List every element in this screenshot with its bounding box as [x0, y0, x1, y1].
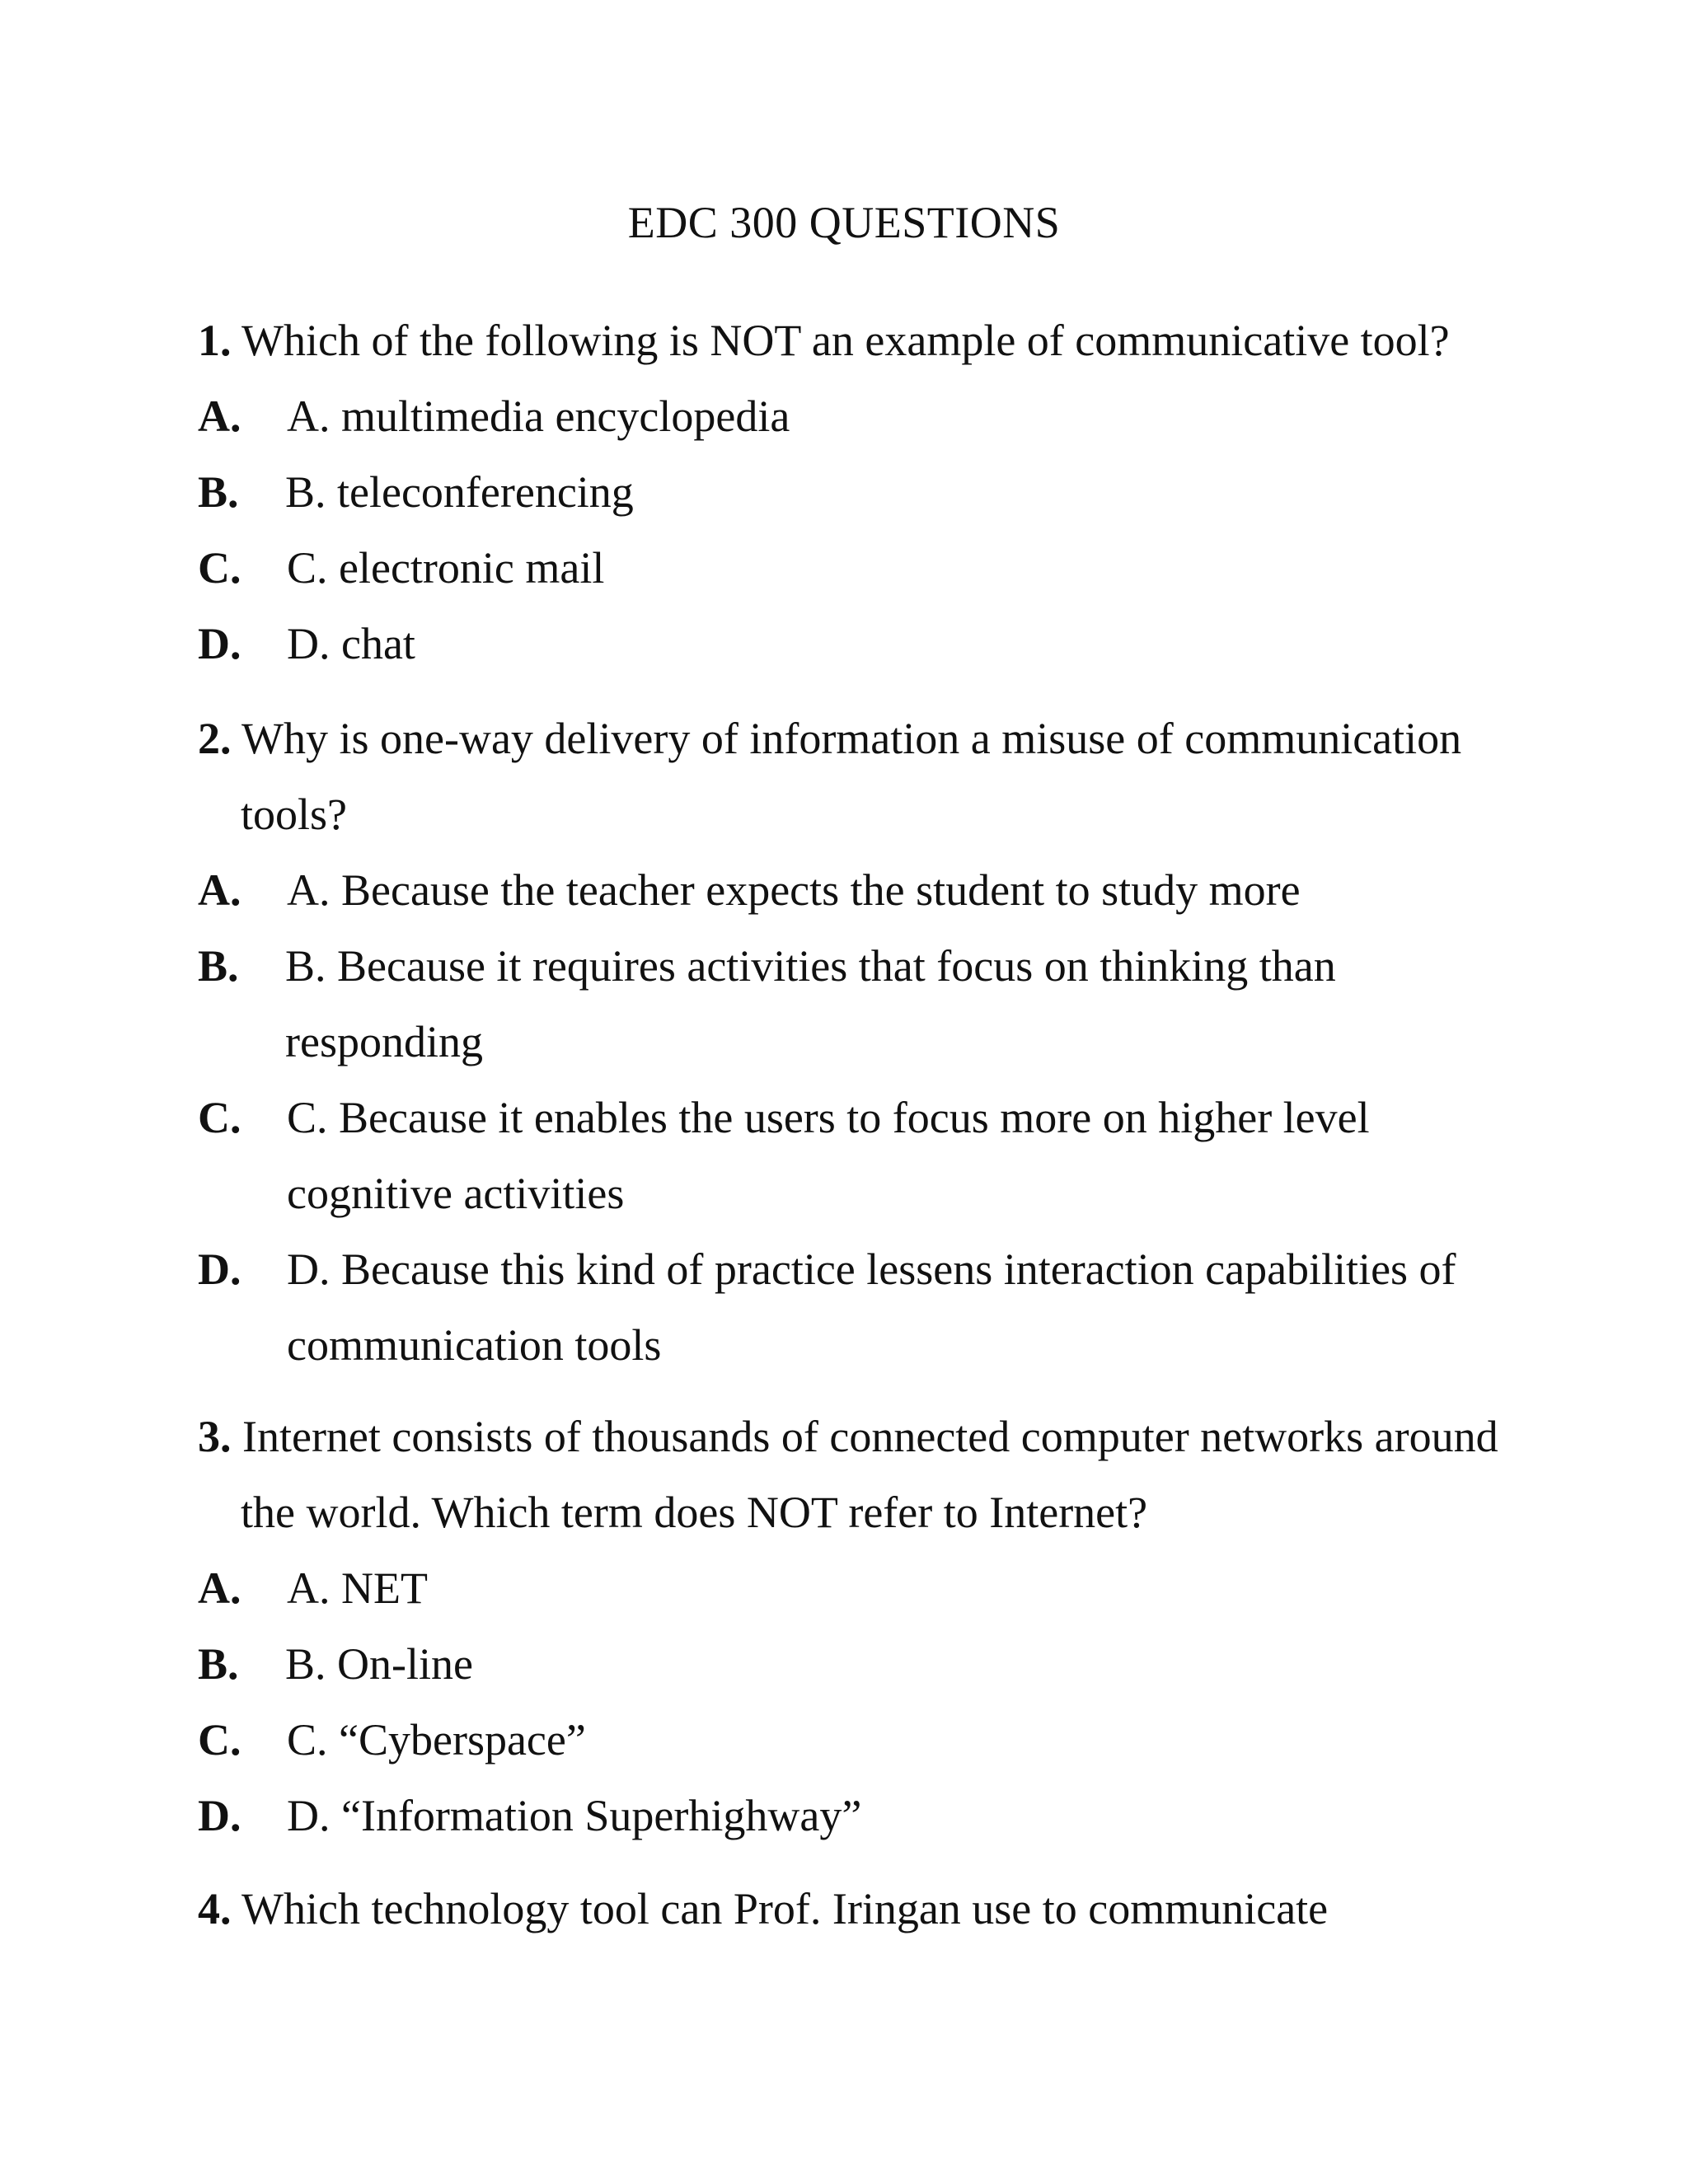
option-letter: D. [198, 619, 241, 668]
option-letter: D. [198, 1791, 241, 1840]
option-letter: B. [198, 941, 239, 991]
option-d [198, 606, 1517, 682]
option-text: A. NET [287, 1563, 428, 1613]
option-letter: C. [198, 1093, 241, 1142]
question-1 [198, 302, 1517, 682]
question-stem [198, 302, 1517, 378]
question-number: 4. [198, 1884, 232, 1933]
option-a [198, 1550, 1517, 1626]
question-text-continued: the world. Which term does NOT refer to Internet? [241, 1488, 1148, 1537]
question-number: 3. [198, 1412, 232, 1461]
question-3 [198, 1399, 1517, 1854]
option-c [198, 1702, 1517, 1778]
option-letter: A. [198, 1563, 241, 1613]
option-text: A. multimedia encyclopedia [287, 391, 790, 441]
option-c [198, 1080, 1517, 1231]
question-4 [198, 1871, 1517, 1947]
option-text: C. Because it enables the users to focus more on higher level [287, 1093, 1370, 1142]
option-letter: C. [198, 543, 241, 593]
question-2 [198, 701, 1517, 1383]
option-d [198, 1778, 1517, 1854]
option-text: D. “Information Superhighway” [287, 1791, 862, 1840]
option-b [198, 928, 1517, 1080]
option-text: B. Because it requires activities that focus on thinking than [285, 941, 1336, 991]
question-text: Internet consists of thousands of connected computer networks around [242, 1412, 1498, 1461]
option-text: C. electronic mail [287, 543, 605, 593]
option-text: B. On-line [285, 1639, 473, 1689]
question-text: Why is one-way delivery of information a misuse of communication [241, 714, 1462, 763]
question-stem [198, 1871, 1517, 1947]
question-stem [198, 701, 1517, 776]
option-letter: B. [198, 1639, 239, 1689]
option-b [198, 1626, 1517, 1702]
question-text: Which technology tool can Prof. Iringan use to communicate [241, 1884, 1329, 1933]
option-letter: A. [198, 391, 241, 441]
question-number: 2. [198, 714, 232, 763]
page-title: EDC 300 QUESTIONS [627, 198, 1061, 247]
question-text-continued: tools? [241, 790, 347, 839]
option-text: C. “Cyberspace” [287, 1715, 586, 1765]
option-b [198, 454, 1517, 530]
option-d [198, 1231, 1517, 1383]
option-text: B. teleconferencing [285, 467, 634, 517]
option-text: D. chat [287, 619, 415, 668]
question-text: Which of the following is NOT an example of communicative tool? [241, 316, 1450, 365]
option-a [198, 378, 1517, 454]
option-letter: D. [198, 1244, 241, 1294]
option-letter: B. [198, 467, 239, 517]
option-text: D. Because this kind of practice lessens interaction capabilities of [287, 1244, 1456, 1294]
option-letter: A. [198, 865, 241, 915]
option-a [198, 852, 1517, 928]
option-text-continued: cognitive activities [287, 1169, 625, 1218]
option-letter: C. [198, 1715, 241, 1765]
question-stem [198, 1399, 1517, 1474]
option-c [198, 530, 1517, 606]
option-text: A. Because the teacher expects the student to study more [287, 865, 1301, 915]
question-number: 1. [198, 316, 232, 365]
option-text-continued: communication tools [287, 1320, 662, 1370]
option-text-continued: responding [285, 1017, 483, 1066]
